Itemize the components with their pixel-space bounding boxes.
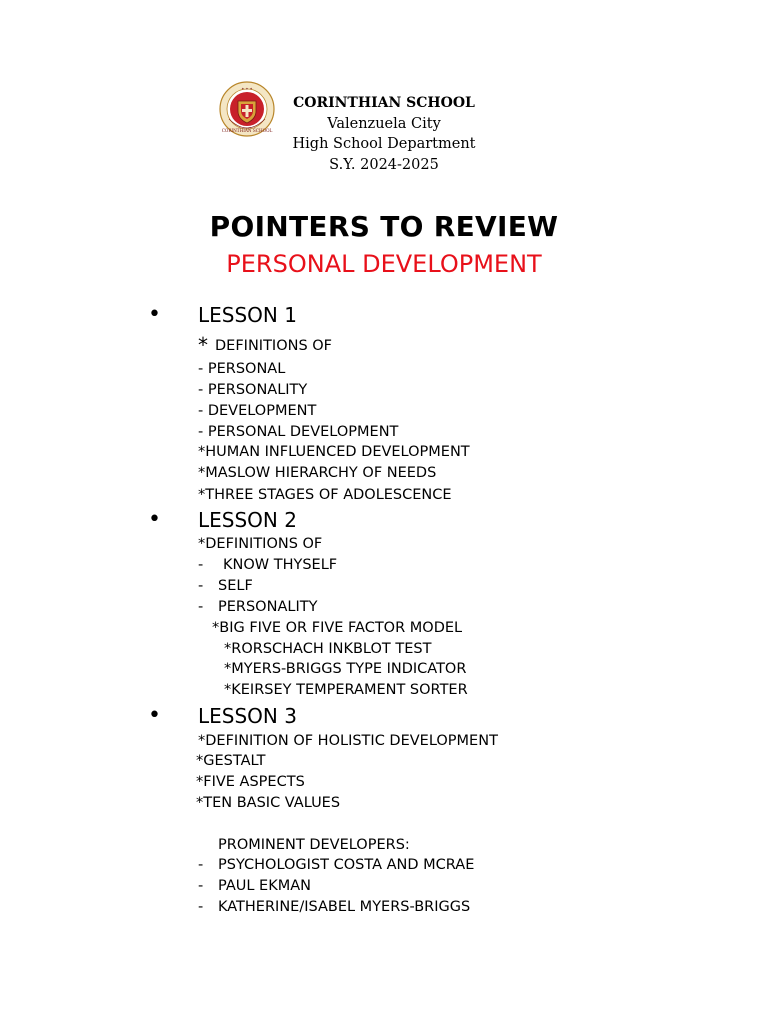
lesson-3-item: *FIVE ASPECTS (196, 774, 305, 790)
developer-name: PSYCHOLOGIST COSTA AND MCRAE (218, 857, 475, 873)
developer-dash: - (198, 857, 204, 873)
lesson-2-item: PERSONALITY (218, 599, 318, 615)
star-icon: * (198, 333, 208, 357)
school-name: CORINTHIAN SCHOOL (293, 95, 475, 111)
lesson-1-heading: LESSON 1 (198, 303, 297, 327)
seal-text: CORINTHIAN SCHOOL (221, 128, 273, 133)
lesson-1-item: - PERSONAL (198, 361, 286, 377)
school-department: High School Department (292, 136, 476, 152)
school-year: S.Y. 2024-2025 (329, 156, 439, 173)
lesson-2-item: KNOW THYSELF (223, 557, 338, 573)
lesson-2-item: *DEFINITIONS OF (198, 536, 323, 552)
developers-heading: PROMINENT DEVELOPERS: (218, 837, 410, 853)
svg-text:✦ ✦ ✦: ✦ ✦ ✦ (241, 87, 253, 91)
lesson-2-item: *BIG FIVE OR FIVE FACTOR MODEL (212, 620, 463, 636)
lesson-3-item: *TEN BASIC VALUES (196, 795, 341, 811)
document-title: POINTERS TO REVIEW (209, 210, 559, 243)
bullet-icon: • (148, 302, 161, 327)
developer-dash: - (198, 878, 204, 894)
lesson-2-item: *RORSCHACH INKBLOT TEST (224, 641, 432, 657)
developer-name: PAUL EKMAN (218, 878, 311, 894)
lesson-3-heading: LESSON 3 (198, 704, 297, 728)
lesson-3-item: *DEFINITION OF HOLISTIC DEVELOPMENT (198, 733, 498, 749)
lesson-1-item: - DEVELOPMENT (198, 403, 317, 419)
school-city: Valenzuela City (327, 115, 441, 132)
lesson-2-item: *MYERS-BRIGGS TYPE INDICATOR (224, 661, 467, 677)
lesson-1-item: - PERSONALITY (198, 382, 308, 398)
lesson-1-item: *MASLOW HIERARCHY OF NEEDS (198, 465, 437, 481)
bullet-icon: • (148, 703, 161, 728)
school-info (284, 93, 484, 175)
document-subtitle: PERSONAL DEVELOPMENT (226, 250, 542, 278)
lesson-3-item: *GESTALT (196, 753, 266, 769)
developer-name: KATHERINE/ISABEL MYERS-BRIGGS (218, 899, 471, 915)
lesson-2-dash: - (198, 557, 204, 573)
lesson-1-item: *THREE STAGES OF ADOLESCENCE (198, 487, 452, 503)
lesson-1-item: *HUMAN INFLUENCED DEVELOPMENT (198, 444, 470, 460)
lesson-2-item: SELF (218, 578, 253, 594)
lesson-1-item: - PERSONAL DEVELOPMENT (198, 424, 399, 440)
lesson-2-dash: - (198, 578, 204, 594)
lesson-1-item: DEFINITIONS OF (215, 338, 333, 354)
lesson-2-dash: - (198, 599, 204, 615)
lesson-2-heading: LESSON 2 (198, 508, 297, 532)
developer-dash: - (198, 899, 204, 915)
bullet-icon: • (148, 507, 161, 532)
school-seal-logo (219, 81, 275, 137)
lesson-2-item: *KEIRSEY TEMPERAMENT SORTER (224, 682, 468, 698)
